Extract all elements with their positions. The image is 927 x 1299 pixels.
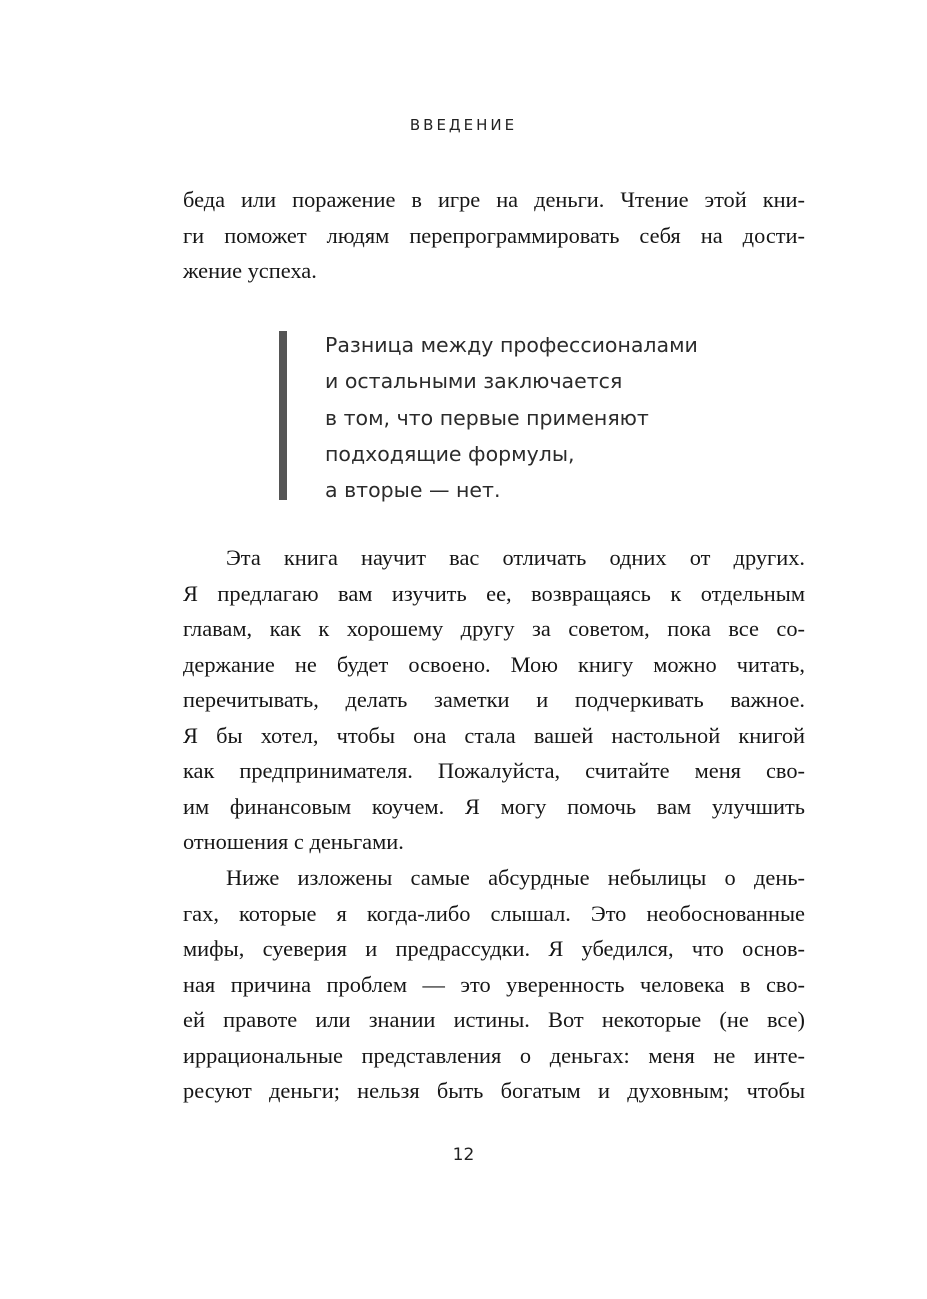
text-line: ная причина проблем — это уверенность человека в сво- (183, 971, 805, 997)
text-line: иррациональные представления о деньгах: меня не инте- (183, 1042, 805, 1068)
text-line: ей правоте или знании истины. Вот некоторые (не все) (183, 1007, 805, 1032)
paragraph-2 (183, 540, 805, 860)
text-line: перечитывать, делать заметки и подчеркивать важное. (183, 687, 805, 712)
pull-quote-line: Разница между профессионалами (325, 333, 698, 357)
text-line: гах, которые я когда-либо слышал. Это необоснованные (183, 900, 805, 926)
text-line: отношения с деньгами. (183, 829, 404, 854)
text-line: жение успеха. (183, 258, 317, 283)
text-line: ресуют деньги; нельзя быть богатым и духовным; чтобы (183, 1078, 805, 1103)
text-line: Ниже изложены самые абсурдные небылицы о день- (226, 865, 805, 890)
page-number: 12 (452, 1145, 475, 1165)
pull-quote-line: подходящие формулы, (325, 441, 575, 466)
pull-quote (279, 331, 739, 503)
text-line: ги поможет людям перепрограммировать себя на дости- (183, 222, 805, 248)
running-head: ВВЕДЕНИЕ (409, 116, 518, 134)
paragraph-top (183, 182, 805, 289)
text-line: беда или поражение в игре на деньги. Чтение этой кни- (183, 187, 805, 212)
text-line: главам, как к хорошему другу за советом, пока все со- (183, 616, 805, 641)
pull-quote-line: а вторые — нет. (325, 478, 501, 503)
text-line: мифы, суеверия и предрассудки. Я убедился, что основ- (183, 936, 805, 961)
text-line: держание не будет освоено. Мою книгу можно читать, (183, 651, 805, 677)
pull-quote-text (325, 327, 698, 508)
text-line: Эта книга научит вас отличать одних от других. (226, 545, 805, 570)
paragraph-3 (183, 860, 805, 1109)
pull-quote-line: и остальными заключается (325, 369, 623, 394)
text-line: Я бы хотел, чтобы она стала вашей настольной книгой (183, 722, 805, 748)
text-line: Я предлагаю вам изучить ее, возвращаясь к отдельным (183, 580, 805, 606)
text-line: им финансовым коучем. Я могу помочь вам улучшить (183, 793, 805, 819)
pull-quote-line: в том, что первые применяют (325, 405, 649, 430)
pull-quote-bar (279, 331, 287, 500)
text-line: как предпринимателя. Пожалуйста, считайте меня сво- (183, 758, 805, 783)
